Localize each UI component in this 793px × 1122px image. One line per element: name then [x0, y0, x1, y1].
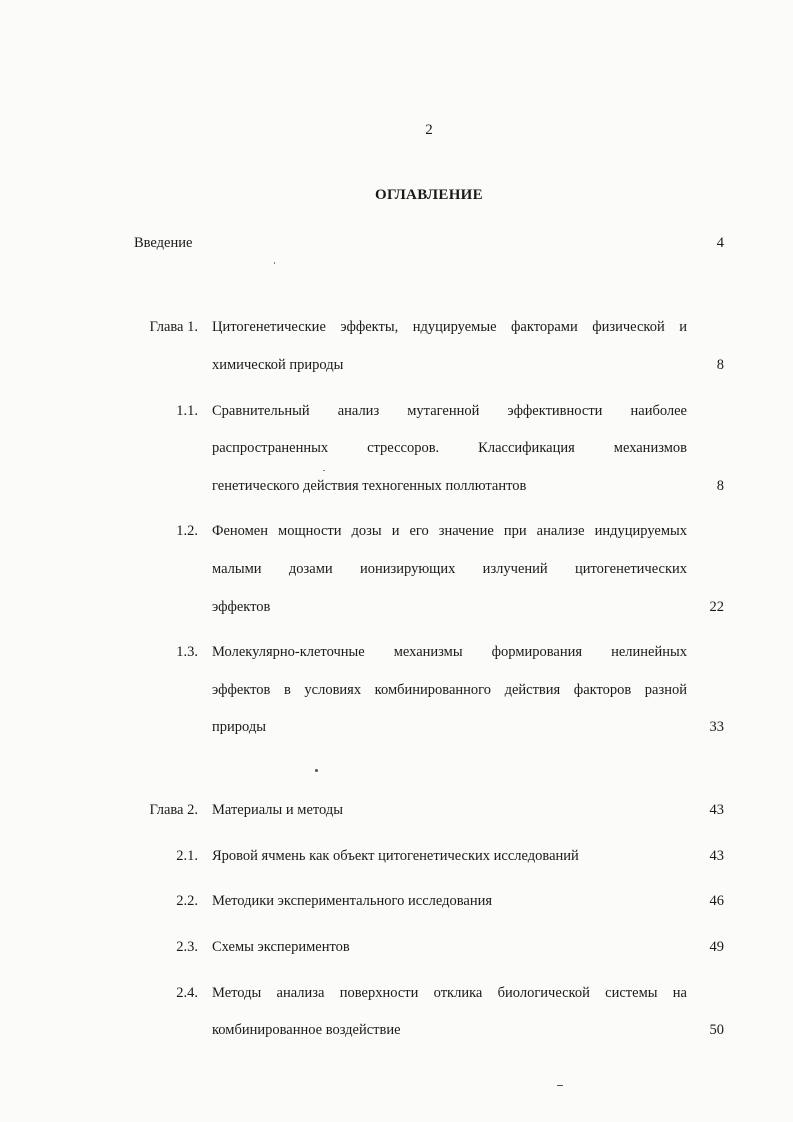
section-1-2-line-2: малыми дозами ионизирующих излучений цитогенетических [212, 561, 687, 577]
section-2-2-number: 2.2. [176, 893, 198, 909]
section-2-3-page: 49 [709, 939, 724, 955]
section-1-3-line-3: природы [212, 719, 266, 735]
section-2-2-page: 46 [709, 893, 724, 909]
section-2-1-number: 2.1. [176, 848, 198, 864]
chapter-1-title-line-1: Цитогенетические эффекты, ндуцируемые факторами физической и [212, 319, 687, 335]
section-1-1-line-2: распространенных стрессоров. Классификация механизмов [212, 440, 687, 456]
section-2-2-title: Методики экспериментального исследования [212, 893, 493, 909]
page-number: 2 [425, 122, 433, 138]
section-2-3-number: 2.3. [176, 939, 198, 955]
scan-speck [274, 262, 275, 264]
scan-speck [323, 470, 325, 471]
scan-speck [557, 1085, 563, 1086]
section-2-1-title: Яровой ячмень как объект цитогенетических исследований [212, 848, 579, 864]
section-1-3-line-1: Молекулярно-клеточные механизмы формирования нелинейных [212, 644, 687, 660]
section-2-3-title: Схемы экспериментов [212, 939, 350, 955]
section-1-3-number: 1.3. [176, 644, 198, 660]
section-1-2-line-1: Феномен мощности дозы и его значение при анализе индуцируемых [212, 523, 687, 539]
section-1-2-number: 1.2. [176, 523, 198, 539]
section-2-1-page: 43 [709, 848, 724, 864]
section-2-4-page: 50 [709, 1022, 724, 1038]
chapter-2-page: 43 [709, 802, 724, 818]
chapter-2-title: Материалы и методы [212, 802, 343, 818]
toc-entry-intro-page: 4 [716, 235, 724, 251]
section-1-1-line-3: генетического действия техногенных поллютантов [212, 478, 527, 494]
chapter-2-label: Глава 2. [149, 802, 198, 818]
section-2-4-number: 2.4. [176, 985, 198, 1001]
section-1-1-line-1: Сравнительный анализ мутагенной эффективности наиболее [212, 403, 687, 419]
section-2-4-line-2: комбинированное воздействие [212, 1022, 401, 1038]
section-1-1-number: 1.1. [176, 403, 198, 419]
section-1-2-page: 22 [709, 599, 724, 615]
section-1-3-page: 33 [709, 719, 724, 735]
chapter-1-page: 8 [716, 357, 724, 373]
toc-entry-intro-label: Введение [134, 235, 193, 251]
section-2-4-line-1: Методы анализа поверхности отклика биологической системы на [212, 985, 687, 1001]
section-1-2-line-3: эффектов [212, 599, 271, 615]
toc-title: ОГЛАВЛЕНИЕ [375, 187, 483, 203]
section-1-1-page: 8 [716, 478, 724, 494]
section-1-3-line-2: эффектов в условиях комбинированного действия факторов разной [212, 682, 687, 698]
scan-speck [315, 769, 318, 772]
chapter-1-title-line-2: химической природы [212, 357, 344, 373]
chapter-1-label: Глава 1. [149, 319, 198, 335]
